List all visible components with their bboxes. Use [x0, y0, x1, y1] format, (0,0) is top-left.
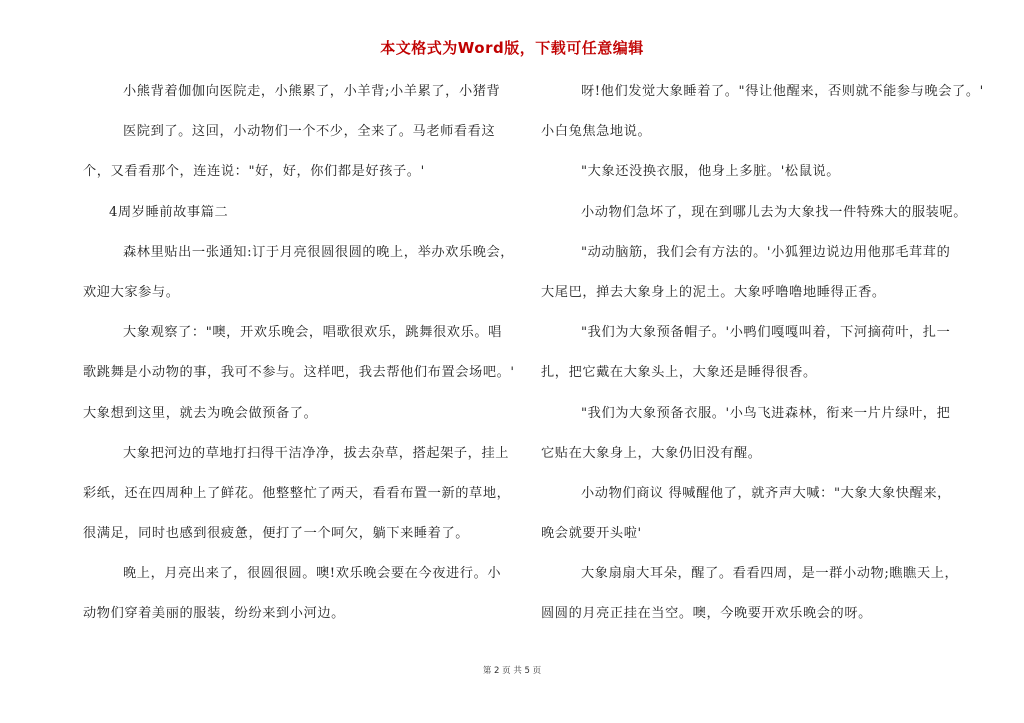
text-line: 大象观察了："噢，开欢乐晚会，唱歌很欢乐，跳舞很欢乐。唱 — [123, 325, 502, 341]
text-line: 大象扇扇大耳朵，醒了。看看四周，是一群小动物;瞧瞧天上， — [581, 566, 959, 582]
text-line: "我们为大象预备帽子。'小鸭们嘎嘎叫着，下河摘荷叶，扎一 — [581, 325, 951, 341]
document-banner: 本文格式为Word版，下载可任意编辑 — [380, 39, 644, 57]
left-text-column — [83, 72, 515, 635]
text-line: "大象还没换衣服，他身上多脏。'松鼠说。 — [581, 164, 841, 180]
text-line: 小熊背着伽伽向医院走，小熊累了，小羊背;小羊累了，小猪背 — [123, 84, 501, 99]
text-line: 小白兔焦急地说。 — [541, 124, 652, 140]
text-line: 小动物们急坏了，现在到哪儿去为大象找一件特殊大的服装呢。 — [581, 204, 968, 220]
text-line: "我们为大象预备衣服。'小鸟飞进森林，衔来一片片绿叶，把 — [581, 405, 951, 421]
text-line: "动动脑筋，我们会有方法的。'小狐狸边说边用他那毛茸茸的 — [581, 244, 951, 260]
text-line: 动物们穿着美丽的服装，纷纷来到小河边。 — [83, 606, 345, 622]
text-line: 很满足，同时也感到很疲惫，便打了一个呵欠，躺下来睡着了。 — [83, 526, 470, 542]
text-line: 欢迎大家参与。 — [83, 284, 180, 300]
text-line: 大象把河边的草地打扫得干洁净净，拔去杂草，搭起架子，挂上 — [123, 445, 510, 461]
text-line: 彩纸，还在四周种上了鲜花。他整整忙了两天，看看布置一新的草地， — [83, 485, 511, 501]
text-line: 大象想到这里，就去为晚会做预备了。 — [83, 405, 318, 421]
text-line: 晚上，月亮出来了，很圆很圆。噢!欢乐晚会要在今夜进行。小 — [123, 566, 502, 582]
text-line: 大尾巴，掸去大象身上的泥土。大象呼噜噜地睡得正香。 — [541, 284, 886, 300]
text-line: 小动物们商议 得喊醒他了，就齐声大喊："大象大象快醒来， — [581, 485, 951, 501]
right-text-column — [541, 72, 984, 635]
text-line: 森林里贴出一张通知:订于月亮很圆很圆的晚上，举办欢乐晚会， — [123, 244, 515, 260]
text-line: 歌跳舞是小动物的事，我可不参与。这样吧，我去帮他们布置会场吧。' — [83, 365, 515, 381]
text-line: 晚会就要开头啦' — [541, 526, 642, 542]
text-line: 呀!他们发觉大象睡着了。"得让他醒来，否则就不能参与晚会了。' — [581, 84, 984, 99]
text-line: 它贴在大象身上，大象仍旧没有醒。 — [541, 445, 762, 461]
text-line: 个，又看看那个，连连说："好，好，你们都是好孩子。' — [83, 164, 425, 180]
text-line: 圆圆的月亮正挂在当空。噢，今晚要开欢乐晚会的呀。 — [541, 606, 872, 622]
text-line: 扎，把它戴在大象头上，大象还是睡得很香。 — [541, 365, 817, 381]
text-line: 4周岁睡前故事篇二 — [109, 204, 229, 220]
text-line: 医院到了。这回，小动物们一个不少，全来了。马老师看看这 — [123, 124, 496, 140]
page-number-footer: 第 2 页 共 5 页 — [482, 666, 542, 676]
